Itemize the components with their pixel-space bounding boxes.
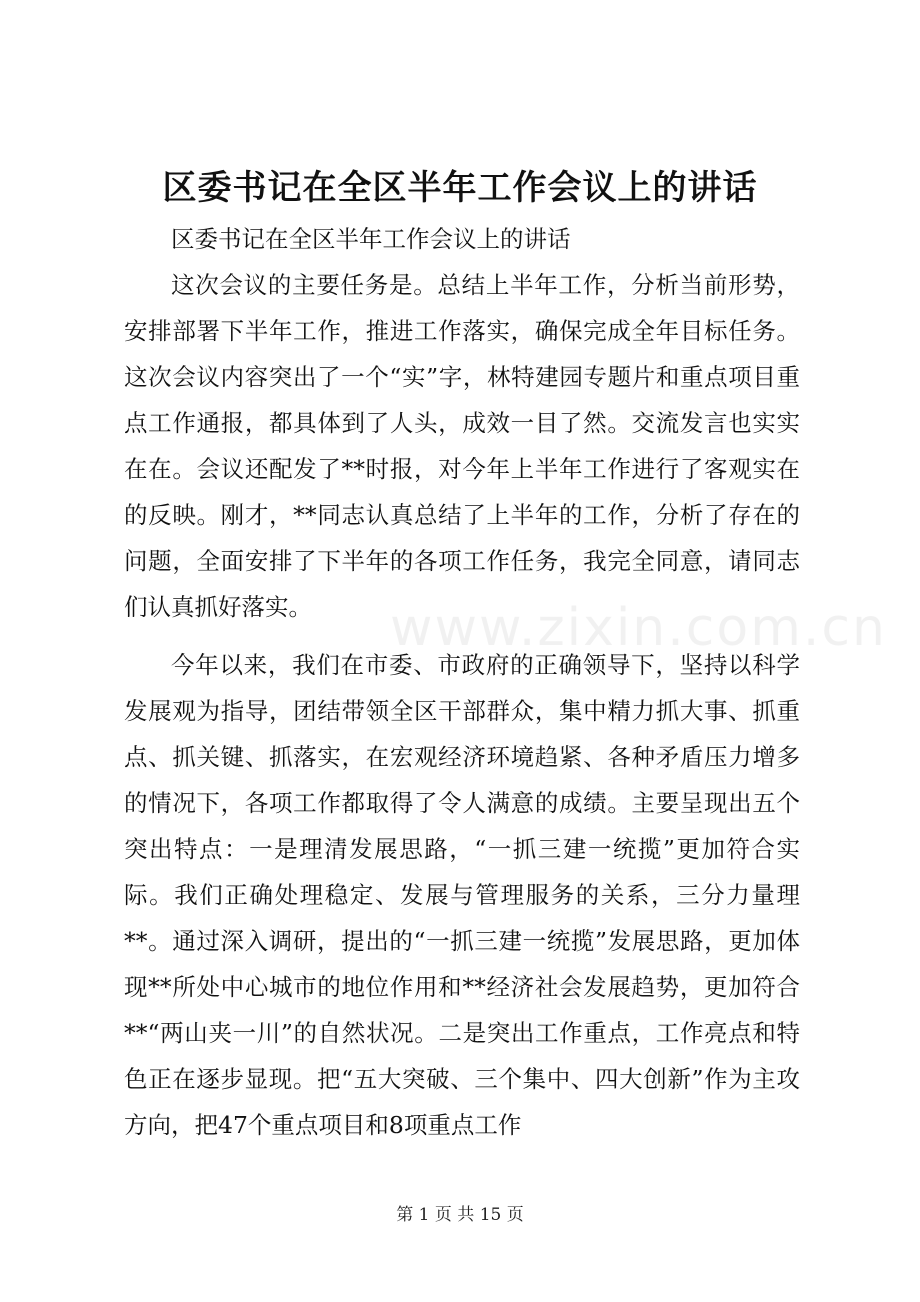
page-footer: 第 1 页 共 15 页 [396, 1205, 524, 1225]
body-paragraph-2: 今年以来，我们在市委、市政府的正确领导下，坚持以科学发展观为指导，团结带领全区干部群众，集中精力抓大事、抓重点、抓关键、抓落实，在宏观经济环境趋紧、各种矛盾压力增多的情况下，各项工作都取得了令人满意的成绩。主要呈现出五个突出特点：一是理清发展思路，“一抓三建一统揽”更加符合实际。我们正确处理稳定、发展与管理服务的关系，三分力量理**。通过深入调研，提出的“一抓三建一统揽”发展思路，更加体现**所处中心城市的地位作用和**经济社会发展趋势，更加符合**“两山夹一川”的自然状况。二是突出工作重点，工作亮点和特色正在逐步显现。把“五大突破、三个集中、四大创新”作为主攻方向，把47个重点项目和8项重点工作 [124, 651, 800, 1139]
subtitle-paragraph: 区委书记在全区半年工作会议上的讲话 [171, 225, 571, 253]
document-title: 区委书记在全区半年工作会议上的讲话 [162, 168, 758, 208]
watermark: www.zixin.com.cn [390, 598, 887, 658]
body-paragraph-1: 这次会议的主要任务是。总结上半年工作，分析当前形势，安排部署下半年工作，推进工作落实，确保完成全年目标任务。这次会议内容突出了一个“实”字，林特建园专题片和重点项目重点工作通报，都具体到了人头，成效一目了然。交流发言也实实在在。会议还配发了**时报，对今年上半年工作进行了客观实在的反映。刚才，**同志认真总结了上半年的工作，分析了存在的问题，全面安排了下半年的各项工作任务，我完全同意，请同志们认真抓好落实。 [124, 271, 800, 621]
document-body [124, 216, 800, 1148]
